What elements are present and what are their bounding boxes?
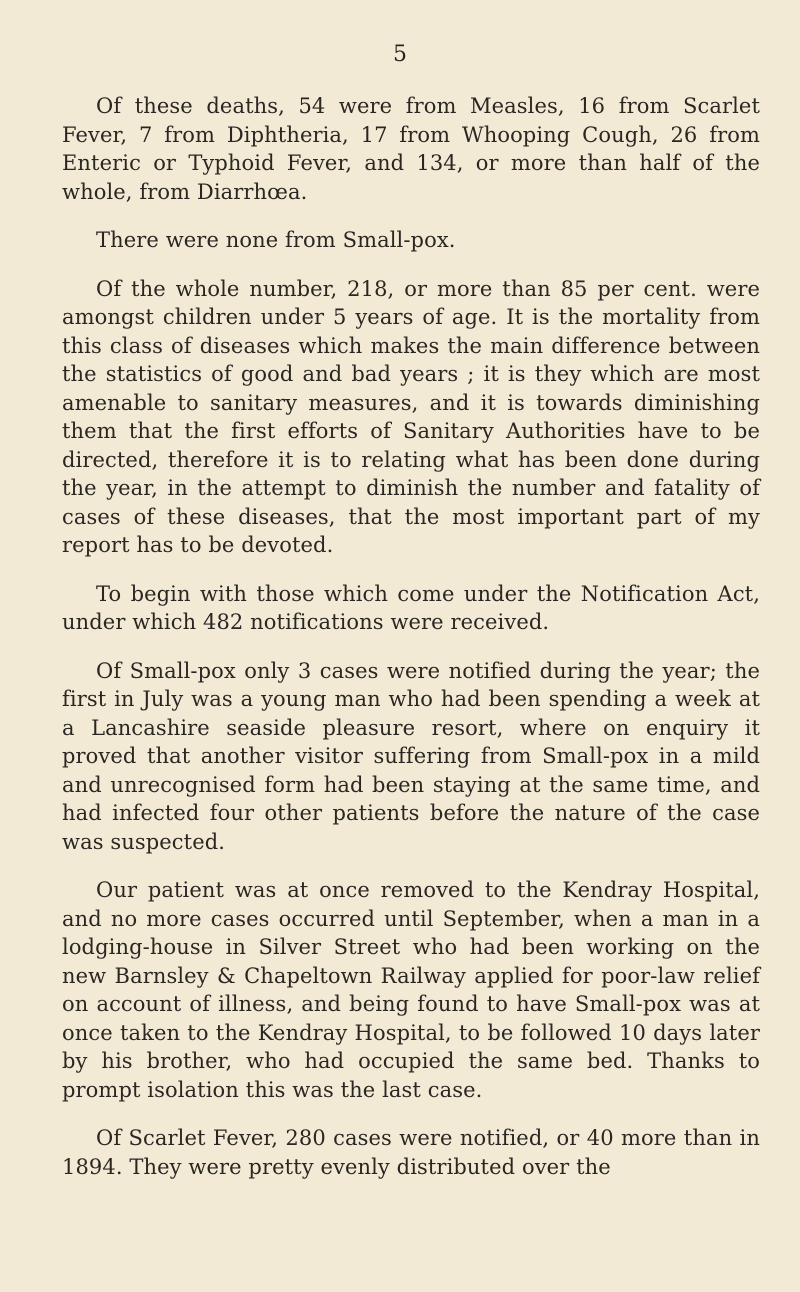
body-text <box>62 92 760 1181</box>
paragraph-kendray-hospital: Our patient was at once removed to the Kendray Hospital, and no more cases occurred until September, when a man in a lodging-house in Silver Street who had been working on the new Barnsley & Chapeltown Railway applied for poor-law relief on account of illness, and being found to have Small-pox was at once taken to the Kendray Hospital, to be followed 10 days later by his brother, who had occupied the same bed. Thanks to prompt isolation this was the last case. <box>62 878 760 1102</box>
paragraph-scarlet-fever: Of Scarlet Fever, 280 cases were notified, or 40 more than in 1894. They were pretty evenly distributed over the <box>62 1126 760 1179</box>
paragraph-children-mortality: Of the whole number, 218, or more than 85 per cent. were amongst children under 5 years of age. It is the mortality from this class of diseases which makes the main difference between the statistics of good and bad years ; it is they which are most amenable to sanitary measures, and it is towards diminishing them that the first efforts of Sanitary Authorities have to be directed, therefore it is to relating what has been done during the year, in the attempt to diminish the number and fatality of cases of these diseases, that the most important part of my report has to be devoted. <box>62 276 760 557</box>
paragraph-no-smallpox-deaths: There were none from Small-pox. <box>96 228 456 252</box>
paragraph-smallpox-cases: Of Small-pox only 3 cases were notified during the year; the first in July was a young man who had been spending a week at a Lancashire seaside pleasure resort, where on enquiry it proved that another visitor suffering from Small-pox in a mild and unrecognised form had been staying at the same time, and had infected four other patients before the nature of the case was suspected. <box>62 658 760 854</box>
paragraph-notification-act: To begin with those which come under the Notification Act, under which 482 notifications were received. <box>62 581 760 634</box>
page-number: 5 <box>393 42 407 67</box>
paragraph-deaths-by-disease: Of these deaths, 54 were from Measles, 16 from Scarlet Fever, 7 from Diphtheria, 17 from Whooping Cough, 26 from Enteric or Typhoid Fever, and 134, or more than half of the whole, from Diarrhœa. <box>62 94 760 204</box>
